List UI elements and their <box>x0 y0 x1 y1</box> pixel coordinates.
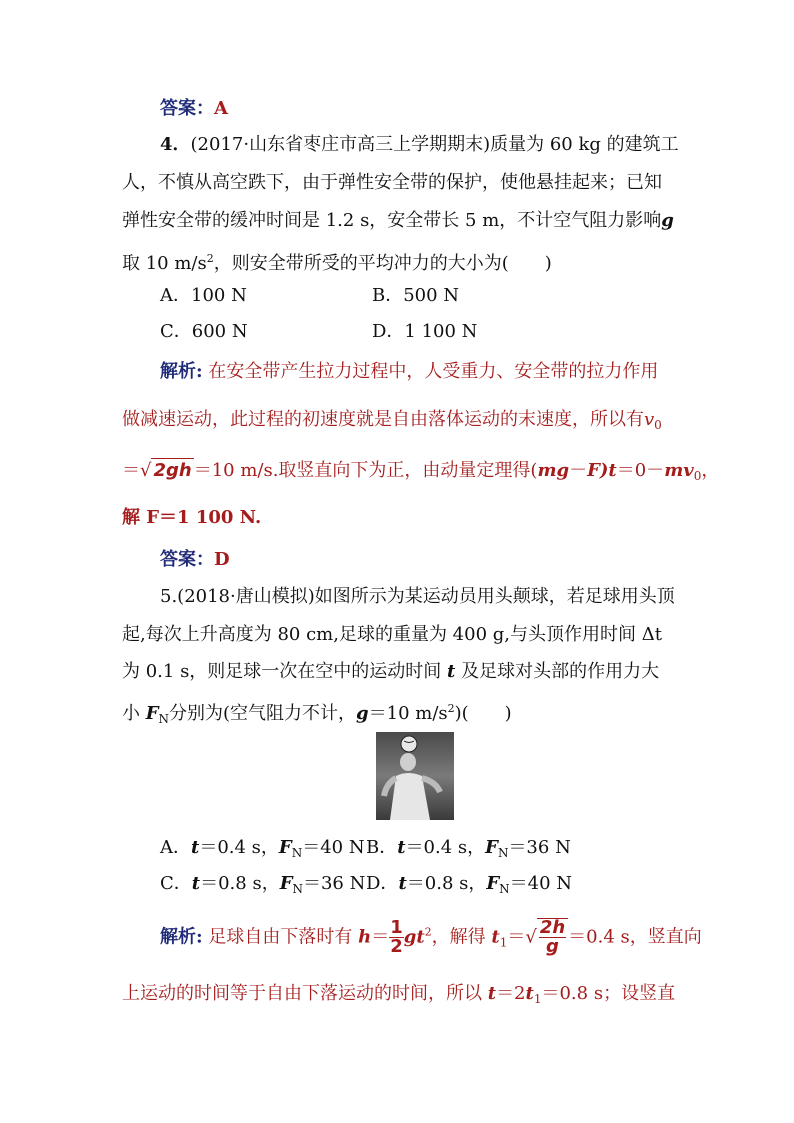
q4-text-3: 弹性安全带的缓冲时间是 1.2 s，安全带长 5 m，不计空气阻力影响 <box>122 210 662 231</box>
q5-eq: ＝ <box>371 926 390 948</box>
q4-solution-text-3: ＝10 m/s.取竖直向下为正，由动量定理得( <box>193 460 538 481</box>
sqrt-num: 2h <box>539 917 566 938</box>
q5-solution-text-1: 足球自由下落时有 <box>202 926 359 948</box>
q5-option-d: D．t＝0.8 s，$F_N=40$ N <box>366 873 573 896</box>
q4-line-2: 人，不慎从高空跌下，由于弹性安全带的保护，使他悬挂起来；已知 <box>122 172 662 193</box>
q5-text-4a: 小 <box>122 703 146 724</box>
solution-label: 解析: <box>160 926 203 948</box>
q4-solution-line-4: 解 F＝1 100 N. <box>122 507 262 528</box>
q5-line-2: 起,每次上升高度为 80 cm,足球的重量为 400 g,与头顶作用时间 Δt <box>122 624 662 645</box>
answer-value: D <box>214 549 230 570</box>
q4-end: ， <box>701 460 720 481</box>
sqrt-radicand: 2gh <box>153 460 192 481</box>
q4-line-1 <box>160 133 679 157</box>
q5-line-1: 5.(2018·唐山模拟)如图所示为某运动员用头颠球，若足球用头顶 <box>160 586 675 607</box>
q5-F: F <box>145 703 159 724</box>
q4-solution-line-1 <box>160 360 658 384</box>
answer-label: 答案： <box>160 549 214 570</box>
q4-text-4a: 取 10 m/s <box>122 253 207 274</box>
q5-text-solve: ，解得 <box>431 926 492 948</box>
q4-line-4 <box>122 247 552 276</box>
q4-mg: mg <box>537 460 570 481</box>
q5-t1-var-sub: 1 <box>533 992 542 1006</box>
q5-t1-sub: 1 <box>499 935 508 950</box>
q5-eq-2: ＝2 <box>496 983 526 1004</box>
q4-sup: 2 <box>206 252 214 265</box>
q5-text-4d: )( ) <box>454 703 512 724</box>
sqrt-fraction: √ $\frac{2h}{g}$ <box>525 918 568 956</box>
answer-value: A <box>214 98 228 119</box>
answer-line-a <box>160 97 228 121</box>
q5-line-4 <box>122 697 512 731</box>
q4-solution-line-3 <box>122 458 719 488</box>
q5-sup: 2 <box>447 702 455 715</box>
q5-line-3 <box>122 660 659 684</box>
football-player-photo <box>376 732 454 820</box>
q4-option-a: A．100 N <box>160 285 247 306</box>
q5-h: h <box>358 926 372 948</box>
fraction-den: 2 <box>390 936 403 957</box>
q4-option-c: C．600 N <box>160 321 248 342</box>
q4-solution-line-2 <box>122 408 662 437</box>
q4-minus: － <box>569 460 588 481</box>
q5-option-a: A．t＝0.4 s，$F_N=40$ N <box>160 837 365 860</box>
q4-line-3 <box>122 209 674 233</box>
q5-eq2: ＝ <box>507 926 526 948</box>
q4-option-d: D．1 100 N <box>372 321 478 342</box>
q4-eq: ＝ <box>122 460 140 481</box>
solution-label: 解析: <box>160 361 203 382</box>
q5-gt-sup: 2 <box>424 925 432 939</box>
q5-option-b: B．t＝0.4 s，$F_N=36$ N <box>366 837 571 860</box>
sqrt-symbol: √ 2gh <box>140 460 192 481</box>
q5-text-3a: 为 0.1 s，则足球一次在空中的运动时间 <box>122 661 448 682</box>
answer-label: 答案： <box>160 98 214 119</box>
q5-t1: t <box>491 926 500 948</box>
q4-solution-text-1: 在安全带产生拉力过程中，人受重力、安全带的拉力作用 <box>202 361 659 382</box>
q5-result: ＝0.4 s，竖直向 <box>568 926 702 948</box>
q5-solution-text-2b: ＝0.8 s；设竖直 <box>541 983 676 1004</box>
q5-t: t <box>447 661 456 682</box>
q5-solution-line-1 <box>160 918 702 956</box>
q5-t-var: t <box>487 983 497 1004</box>
q5-option-c: C．t＝0.8 s，$F_N=36$ N <box>160 873 366 896</box>
q4-F: F <box>587 460 600 481</box>
q4-g: g <box>661 210 674 231</box>
q5-gt: gt <box>403 926 425 948</box>
q5-g: g <box>356 703 369 724</box>
q5-text-4c: ＝10 m/s <box>368 703 448 724</box>
q5-text-4b: 分别为(空气阻力不计， <box>169 703 357 724</box>
q4-text-1: (2017·山东省枣庄市高三上学期期末)质量为 60 kg 的建筑工 <box>190 134 679 155</box>
q4-mv: mv <box>664 460 694 481</box>
q4-v: v <box>644 409 655 430</box>
fraction-num: 1 <box>390 917 403 938</box>
q5-solution-text-2: 上运动的时间等于自由下落运动的时间，所以 <box>122 983 488 1004</box>
q5-text-3b: 及足球对头部的作用力大 <box>455 661 660 682</box>
q4-number: 4． <box>160 134 191 155</box>
fraction-half <box>389 919 404 956</box>
q4-mv-sub: 0 <box>693 469 702 483</box>
q4-solution-text-2: 做减速运动，此过程的初速度就是自由落体运动的末速度，所以有 <box>122 409 644 430</box>
q4-v-sub: 0 <box>654 418 662 432</box>
q5-solution-line-2 <box>122 982 675 1011</box>
q4-option-b: B．500 N <box>372 285 460 306</box>
answer-line-d <box>160 548 230 572</box>
q5-N-sub: N <box>158 712 170 726</box>
sqrt-den: g <box>546 936 559 957</box>
q4-t: )t <box>599 460 617 481</box>
q5-t1-var: t <box>525 983 534 1004</box>
q4-text-4b: ，则安全带所受的平均冲力的大小为( ) <box>213 253 552 274</box>
q4-eq-zero: ＝0－ <box>616 460 665 481</box>
